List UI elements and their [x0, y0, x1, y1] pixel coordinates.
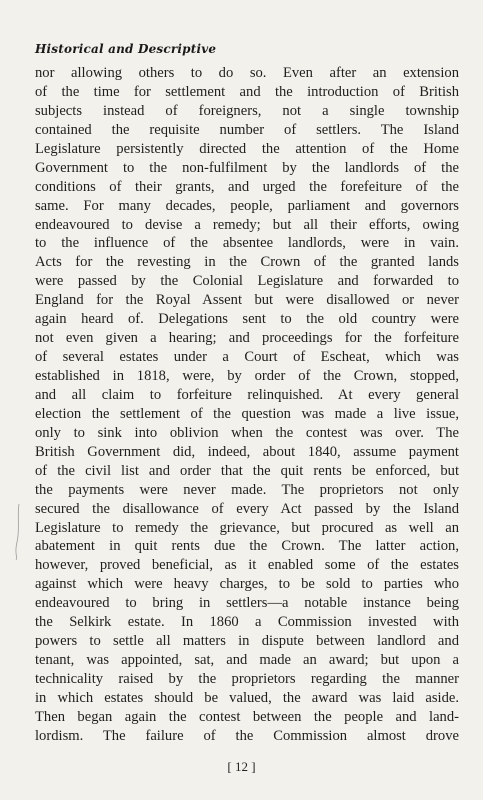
text-line: against which were heavy charges, to be sold to parties who — [35, 576, 459, 593]
text-line: Acts for the revesting in the Crown of the granted lands — [35, 254, 459, 271]
text-line: contained the requisite number of settlers. The Island — [35, 121, 459, 138]
text-line: in which estates should be valued, the award was laid aside. — [35, 689, 459, 706]
text-line: secured the disallowance of every Act passed by the Island — [35, 500, 459, 517]
text-line: of the civil list and order that the quit rents be enforced, but — [35, 462, 459, 479]
text-line: Legislature persistently directed the attention of the Home — [35, 140, 459, 157]
text-line: tenant, was appointed, sat, and made an award; but upon a — [35, 652, 459, 669]
text-line: subjects instead of foreigners, not a single township — [35, 102, 459, 119]
text-line: again heard of. Delegations sent to the old country were — [35, 311, 459, 328]
text-line: endeavoured to devise a remedy; but all their efforts, owing — [35, 216, 459, 233]
text-line: not even given a hearing; and proceedings for the forfeiture — [35, 330, 459, 347]
text-line: of the time for settlement and the introduction of British — [35, 83, 459, 100]
text-line: nor allowing others to do so. Even after an extension — [35, 65, 459, 81]
text-line: election the settlement of the question was made a live issue, — [35, 405, 459, 422]
text-line: the payments were never made. The proprietors not only — [35, 481, 459, 498]
text-line: the Selkirk estate. In 1860 a Commission invested with — [35, 614, 459, 631]
text-line: however, proved beneficial, as it enabled some of the estates — [35, 557, 459, 574]
text-line: powers to settle all matters in dispute between landlord and — [35, 633, 459, 650]
body-text — [35, 64, 459, 746]
page-number: [ 12 ] — [227, 759, 256, 774]
text-line: same. For many decades, people, parliament and governors — [35, 197, 459, 214]
text-line: of several estates under a Court of Escheat, which was — [35, 349, 459, 366]
text-line: abatement in quit rents due the Crown. The latter action, — [35, 538, 459, 555]
text-line: lordism. The failure of the Commission almost drove — [35, 727, 459, 744]
text-line: technicality raised by the proprietors regarding the manner — [35, 671, 459, 687]
text-line: only to sink into oblivion when the contest was over. The — [35, 424, 459, 441]
text-line: to the influence of the absentee landlords, were in vain. — [35, 235, 459, 252]
text-line: England for the Royal Assent but were disallowed or never — [35, 292, 459, 309]
text-line: conditions of their grants, and urged the forefeiture of the — [35, 178, 459, 195]
text-line: endeavoured to bring in settlers—a notable instance being — [35, 595, 459, 612]
text-line: Legislature to remedy the grievance, but procured as well an — [35, 519, 459, 536]
text-line: Then began again the contest between the people and land- — [35, 708, 459, 725]
running-head: Historical and Descriptive — [35, 42, 217, 56]
text-line: and all claim to forfeiture relinquished. At every general — [35, 386, 459, 403]
text-line: were passed by the Colonial Legislature and forwarded to — [35, 273, 459, 290]
margin-pencil-mark — [14, 502, 22, 562]
text-line: established in 1818, were, by order of the Crown, stopped, — [35, 368, 459, 384]
text-line: Government to the non-fulfilment by the landlords of the — [35, 159, 459, 176]
text-line: British Government did, indeed, about 1840, assume payment — [35, 443, 459, 460]
